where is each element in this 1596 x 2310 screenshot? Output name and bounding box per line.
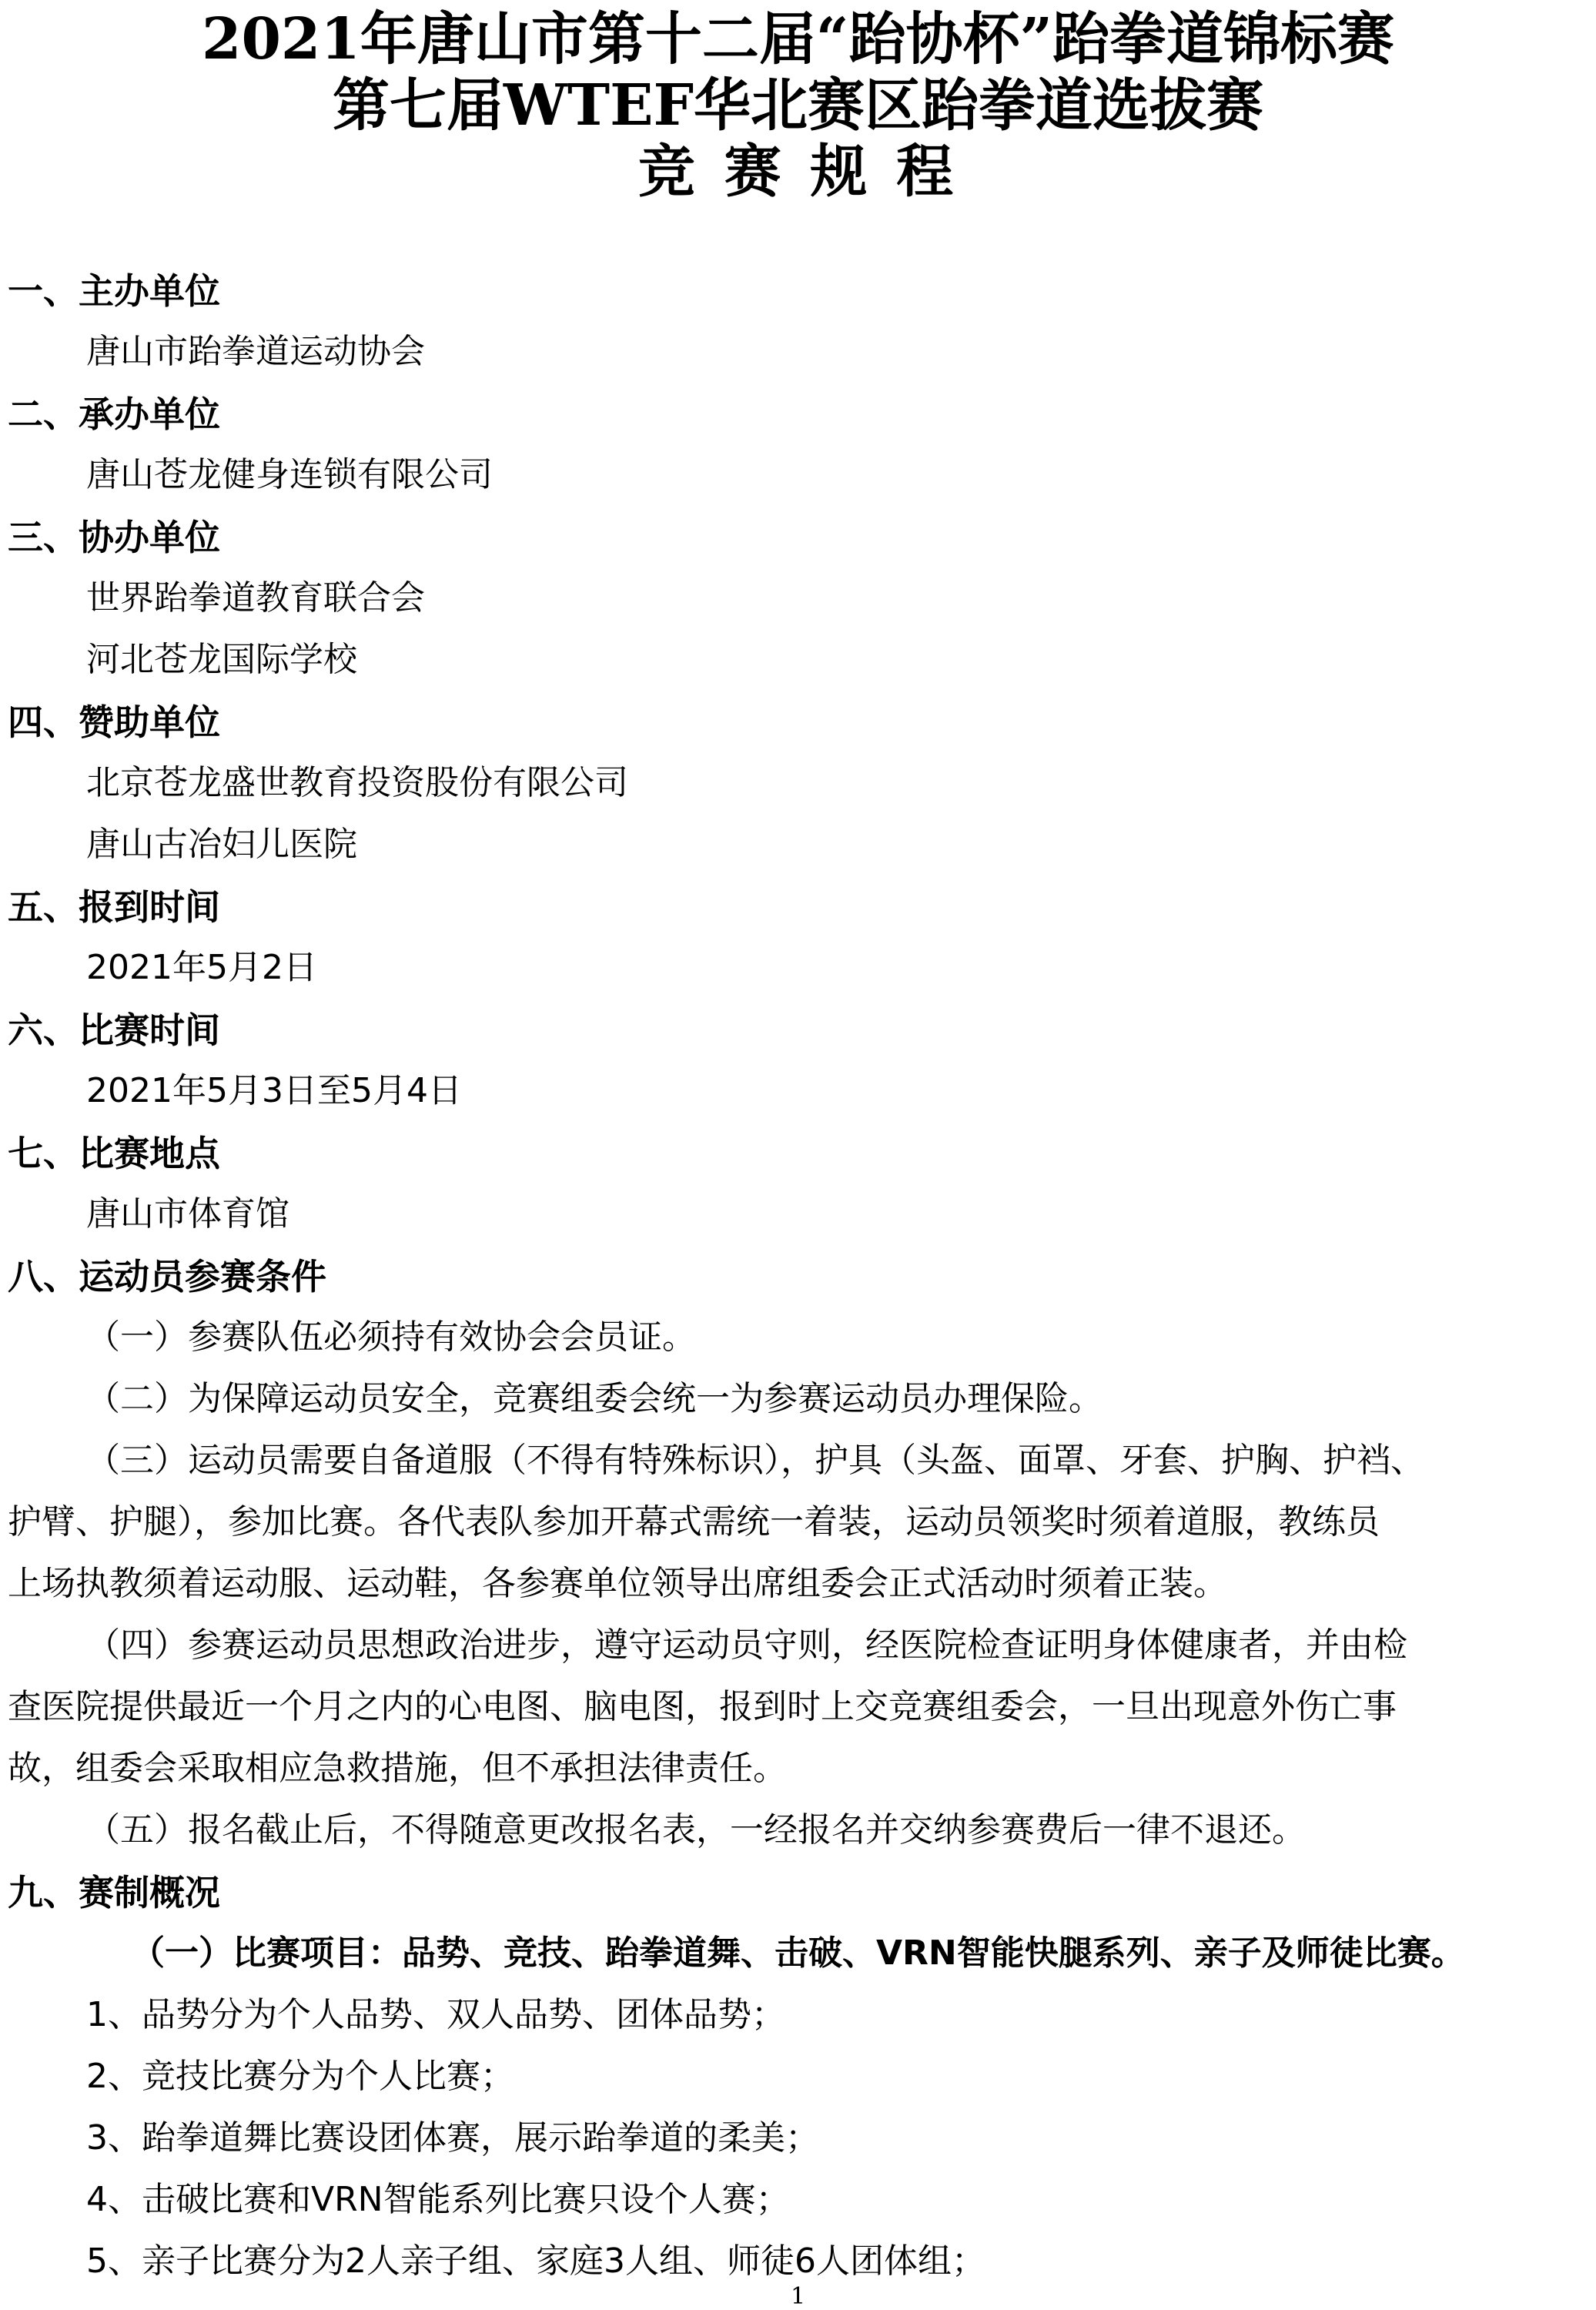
venue-name: 唐山市体育馆	[86, 1194, 289, 1234]
eligibility-paragraph-4-line-2: 查医院提供最近一个月之内的心电图、脑电图，报到时上交竞赛组委会，一旦出现意外伤亡事	[8, 1687, 1397, 1726]
sponsor-org: 唐山市跆拳道运动协会	[86, 332, 425, 371]
section-heading-eligibility: 八、运动员参赛条件	[8, 1256, 326, 1297]
eligibility-paragraph-3-line-2: 护臂、护腿），参加比赛。各代表队参加开幕式需统一着装，运动员领奖时须着道服，教练员	[8, 1502, 1380, 1542]
co-organizer-org-2: 河北苍龙国际学校	[86, 640, 357, 679]
format-item-3: 3、跆拳道舞比赛设团体赛，展示跆拳道的柔美；	[86, 2118, 819, 2158]
eligibility-paragraph-5: （五）报名截止后，不得随意更改报名表，一经报名并交纳参赛费后一律不退还。	[86, 1810, 1306, 1850]
section-heading-organizer: 二、承办单位	[8, 393, 220, 435]
section-heading-competition-time: 六、比赛时间	[8, 1009, 220, 1051]
eligibility-paragraph-4-line-1: （四）参赛运动员思想政治进步，遵守运动员守则，经医院检查证明身体健康者，并由检	[86, 1625, 1407, 1665]
eligibility-paragraph-1: （一）参赛队伍必须持有效协会会员证。	[86, 1317, 696, 1357]
section-heading-sponsor: 一、主办单位	[8, 270, 220, 312]
registration-date: 2021年5月2日	[86, 948, 317, 987]
document-title-line-3: 竞 赛 规 程	[637, 139, 959, 205]
co-organizer-org-1: 世界跆拳道教育联合会	[86, 578, 425, 618]
page-number: 1	[790, 2283, 806, 2310]
section-heading-format-overview: 九、赛制概况	[8, 1872, 220, 1913]
format-item-4: 4、击破比赛和VRN智能系列比赛只设个人赛；	[86, 2180, 790, 2219]
organizer-org: 唐山苍龙健身连锁有限公司	[86, 455, 493, 494]
section-heading-co-organizer: 三、协办单位	[8, 517, 220, 558]
document-title-line-2: 第七届WTEF华北赛区跆拳道选拔赛	[332, 72, 1264, 139]
section-heading-venue: 七、比赛地点	[8, 1133, 220, 1174]
eligibility-paragraph-2: （二）为保障运动员安全，竞赛组委会统一为参赛运动员办理保险。	[86, 1379, 1102, 1418]
competition-dates: 2021年5月3日至5月4日	[86, 1071, 462, 1110]
supporter-org-2: 唐山古冶妇儿医院	[86, 825, 357, 864]
format-item-5: 5、亲子比赛分为2人亲子组、家庭3人组、师徒6人团体组；	[86, 2241, 985, 2281]
document-title-line-1: 2021年唐山市第十二届“跆协杯”跆拳道锦标赛	[201, 6, 1395, 72]
section-heading-registration-time: 五、报到时间	[8, 886, 220, 928]
format-item-2: 2、竞技比赛分为个人比赛；	[86, 2057, 514, 2096]
eligibility-paragraph-3-line-3: 上场执教须着运动服、运动鞋，各参赛单位领导出席组委会正式活动时须着正装。	[8, 1564, 1227, 1603]
competition-events-subheading: （一）比赛项目：品势、竞技、跆拳道舞、击破、VRN智能快腿系列、亲子及师徒比赛。	[131, 1933, 1465, 1973]
format-item-1: 1、品势分为个人品势、双人品势、团体品势；	[86, 1995, 785, 2034]
supporter-org-1: 北京苍龙盛世教育投资股份有限公司	[86, 763, 628, 802]
section-heading-supporters: 四、赞助单位	[8, 701, 220, 743]
eligibility-paragraph-4-line-3: 故，组委会采取相应急救措施，但不承担法律责任。	[8, 1749, 787, 1788]
eligibility-paragraph-3-line-1: （三）运动员需要自备道服（不得有特殊标识），护具（头盔、面罩、牙套、护胸、护裆、	[86, 1441, 1424, 1480]
